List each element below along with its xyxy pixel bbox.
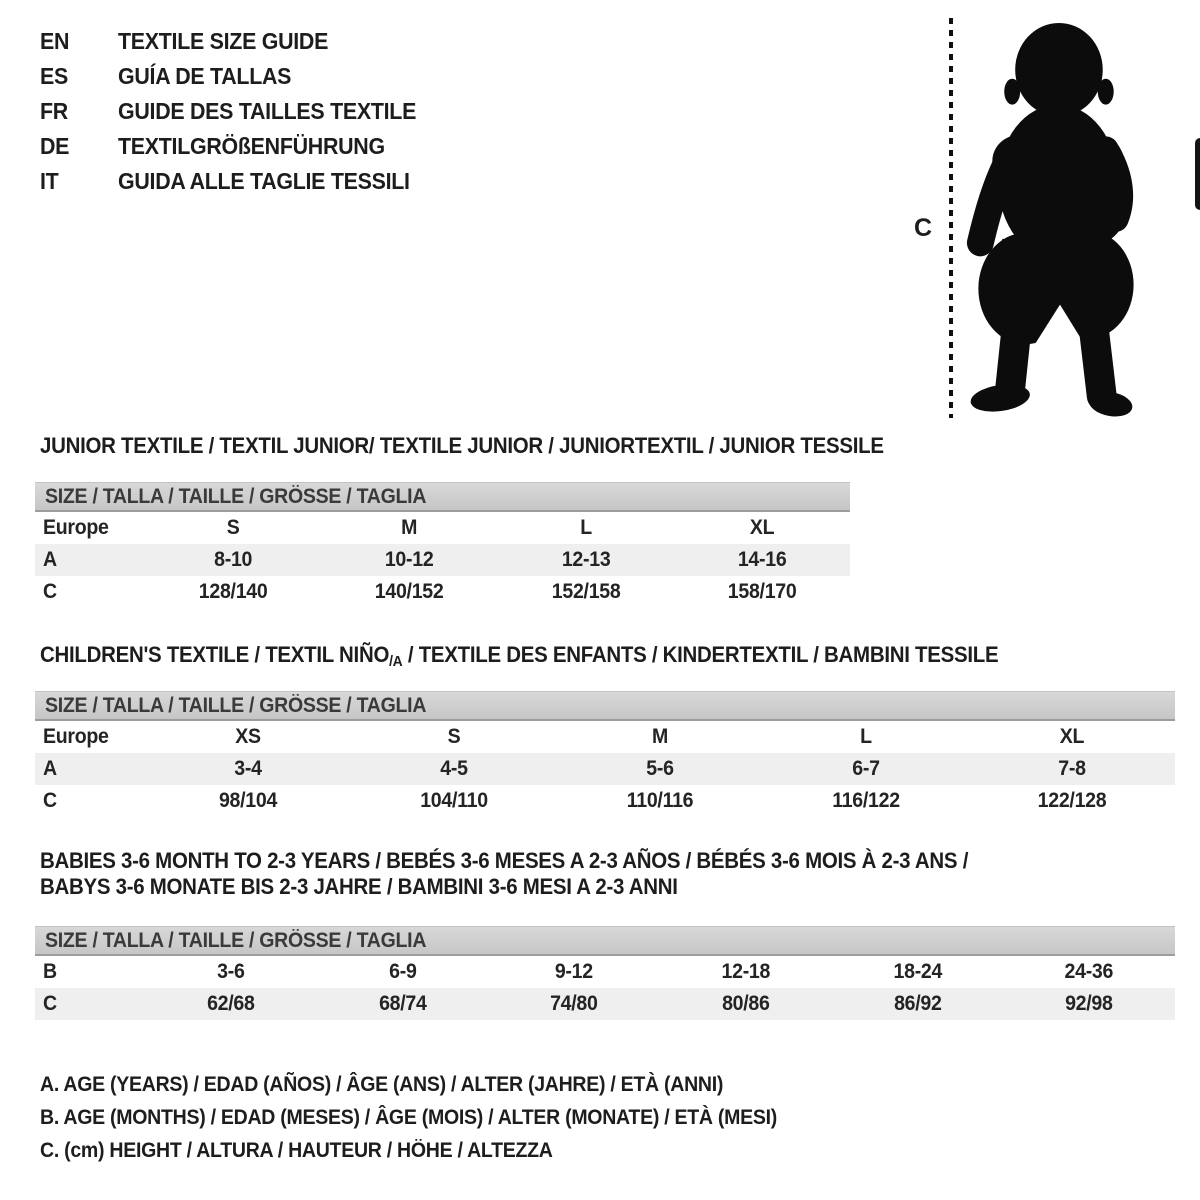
table-row: Europe XS S M L XL xyxy=(43,725,1085,748)
lang-code-de: DE xyxy=(40,133,70,159)
junior-size-table xyxy=(35,482,850,608)
lang-code-fr: FR xyxy=(40,98,68,124)
lang-row-de xyxy=(40,129,439,164)
lang-code-en: EN xyxy=(40,28,70,54)
table-row: C 62/68 68/74 74/80 80/86 86/92 92/98 xyxy=(35,988,1175,1020)
lang-title-it: GUIDA ALLE TAGLIE TESSILI xyxy=(118,168,410,194)
junior-section-title: JUNIOR TEXTILE / TEXTIL JUNIOR/ TEXTILE JUNIOR / JUNIORTEXTIL / JUNIOR TESSILE xyxy=(40,433,884,458)
legend-line-b: B. AGE (MONTHS) / EDAD (MESES) / ÂGE (MOIS) / ALTER (MONATE) / ETÀ (MESI) xyxy=(40,1105,777,1129)
legend-line-a: A. AGE (YEARS) / EDAD (AÑOS) / ÂGE (ANS) / ALTER (JAHRE) / ETÀ (ANNI) xyxy=(40,1072,724,1096)
language-title-list xyxy=(40,24,439,199)
lang-row-fr xyxy=(40,94,439,129)
height-label-c: C xyxy=(914,214,933,242)
measurement-legend xyxy=(40,1068,832,1167)
children-size-header-bar: SIZE / TALLA / TAILLE / GRÖSSE / TAGLIA xyxy=(35,691,1175,721)
lang-code-it: IT xyxy=(40,168,59,194)
lang-code-es: ES xyxy=(40,63,68,89)
table-row: C 98/104 104/110 110/116 116/122 122/128 xyxy=(43,789,1107,812)
table-row: C 128/140 140/152 152/158 158/170 xyxy=(43,580,797,603)
table-row: A 3-4 4-5 5-6 6-7 7-8 xyxy=(35,753,1175,785)
children-size-table xyxy=(35,691,1175,817)
scan-edge-artifact xyxy=(1195,138,1200,210)
lang-title-es: GUÍA DE TALLAS xyxy=(118,63,292,89)
junior-size-header-bar: SIZE / TALLA / TAILLE / GRÖSSE / TAGLIA xyxy=(35,482,850,512)
lang-row-it xyxy=(40,164,439,199)
lang-row-es xyxy=(40,59,439,94)
lang-title-fr: GUIDE DES TAILLES TEXTILE xyxy=(118,98,417,124)
nino-a-subscript: /A xyxy=(389,653,403,670)
babies-size-table xyxy=(35,926,1175,1020)
lang-title-de: TEXTILGRÖßENFÜHRUNG xyxy=(118,133,385,159)
height-measure-dashed-line xyxy=(949,18,953,418)
table-row: A 8-10 10-12 12-13 14-16 xyxy=(35,544,850,576)
children-section-title: CHILDREN'S TEXTILE / TEXTIL $NIÑO_{/A}$ / TEXTILE DES ENFANTS / KINDERTEXTIL / BAMBINI TESSILE xyxy=(40,642,999,670)
table-row: B 3-6 6-9 9-12 12-18 18-24 24-36 xyxy=(43,960,1114,983)
legend-line-c: C. (cm) HEIGHT / ALTURA / HAUTEUR / HÖHE / ALTEZZA xyxy=(40,1138,553,1162)
babies-section-title: BABIES 3-6 MONTH TO 2-3 YEARS / BEBÉS 3-6 MESES A 2-3 AÑOS / BÉBÉS 3-6 MOIS À 2-3 ANS / BABYS 3-6 MONATE BIS 2-3 JAHRE / BAMBINI 3-6 MESI A 2-3 ANNI xyxy=(40,848,969,899)
toddler-silhouette-icon xyxy=(962,18,1142,421)
babies-size-header-bar: SIZE / TALLA / TAILLE / GRÖSSE / TAGLIA xyxy=(35,926,1175,956)
lang-row-en xyxy=(40,24,439,59)
lang-title-en: TEXTILE SIZE GUIDE xyxy=(118,28,329,54)
table-row: Europe S M L XL xyxy=(43,516,775,539)
